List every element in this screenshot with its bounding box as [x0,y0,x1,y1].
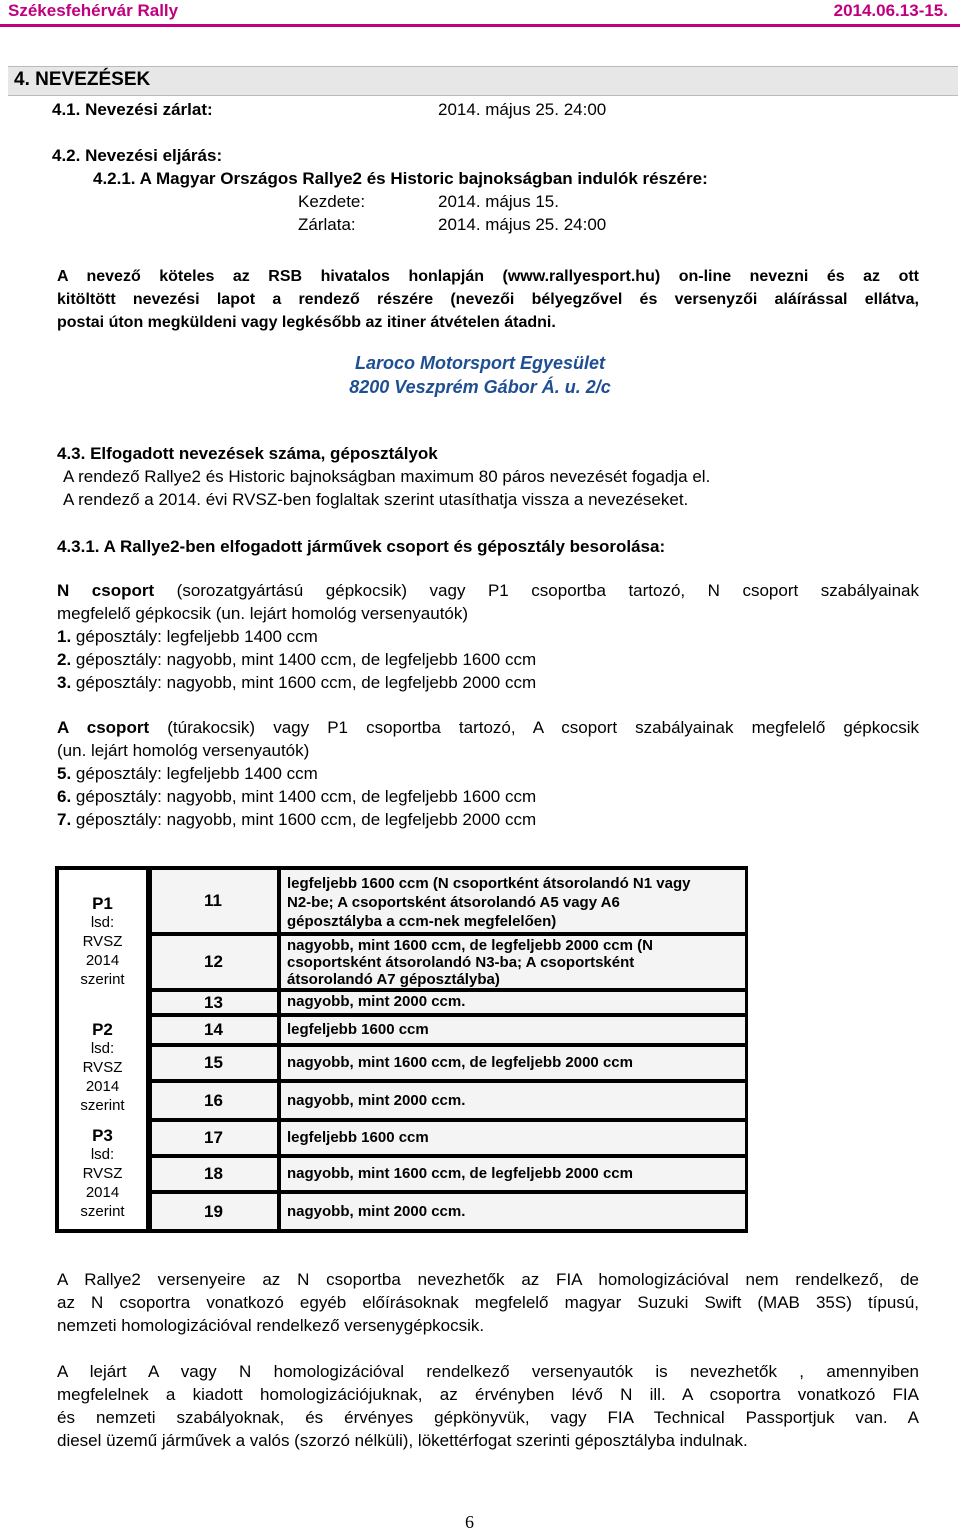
end-value: 2014. május 25. 24:00 [438,215,607,234]
table-row-desc [281,1017,745,1043]
n-class-item [57,650,536,670]
table-row-num: 14 [152,1017,277,1043]
desc-line: nagyobb, mint 1600 ccm, de legfeljebb 2000 ccm [287,1054,633,1071]
section-bar [8,66,958,96]
group-line: RVSZ [82,933,123,950]
procedure-para-line-3: postai úton megküldeni vagy legkésőbb az itiner átvételen átadni. [57,314,556,331]
n-group-intro-line-2: megfelelő gépkocsik (un. lejárt homológ versenyautók) [57,604,469,623]
table-row-desc [281,870,745,932]
start-label: Kezdete: [298,192,366,211]
class-num: 3. [57,673,72,692]
group-line: 2014 [85,1184,120,1201]
page-number: 6 [465,1512,474,1532]
desc-line: géposztályba a ccm-nek megfelelően) [287,913,557,930]
n-group-intro [57,581,919,601]
class-text: géposztály: legfeljebb 1400 ccm [71,764,318,783]
a-class-item [57,764,318,784]
table-group-column [59,870,146,1229]
class-num: 7. [57,810,72,829]
desc-line: legfeljebb 1600 ccm (N csoportként átsorolandó N1 vagy [287,875,691,892]
group-name: P1 [92,894,113,913]
class-num: 2. [57,650,72,669]
closing-label: 4.1. Nevezési zárlat: [52,100,213,119]
group-line: lsd: [90,1146,115,1163]
table-row-desc [281,1122,745,1154]
a-class-item [57,810,536,830]
table-row-num: 18 [152,1158,277,1190]
a-group-rest: (túrakocsik) vagy P1 csoportba tartozó, A csoport szabályainak megfelelő gépkocsik [149,718,919,737]
header-date: 2014.06.13-15. [833,1,948,20]
desc-line: nagyobb, mint 2000 ccm. [287,993,466,1010]
section-title: 4. NEVEZÉSEK [14,69,151,90]
table-row-num: 15 [152,1047,277,1079]
closing-value: 2014. május 25. 24:00 [438,100,607,119]
table-group-p1 [59,894,146,989]
n-class-item [57,627,318,647]
group-line: szerint [80,1097,125,1114]
note-1-line-2: az N csoportra vonatkozó egyéb előírásoknak megfelelő magyar Suzuki Swift (MAB 35S) típusú, [57,1293,919,1312]
a-group-bold: A csoport [57,718,150,737]
n-class-item [57,673,536,693]
desc-line: N2-be; A csoportsként átsorolandó A5 vagy A6 [287,894,620,911]
note-2-line-3: és nemzeti szabályoknak, és érvényes gépkönyvük, vagy FIA Technical Passportjuk van. A [57,1408,919,1427]
organizer-name: Laroco Motorsport Egyesület [354,353,606,373]
note-2-line-1: A lejárt A vagy N homologizációval rendelkező versenyautók is nevezhetők , amennyiben [57,1362,919,1381]
table-group-p3 [59,1126,146,1221]
a-class-item [57,787,536,807]
table-row-desc [281,936,745,988]
table-row-desc [281,992,745,1013]
class-num: 6. [57,787,72,806]
procedure-sub-label: 4.2.1. A Magyar Országos Rallye2 és Historic bajnokságban indulók részére: [93,169,708,188]
class-num: 1. [57,627,72,646]
class-text: géposztály: legfeljebb 1400 ccm [71,627,318,646]
group-name: P3 [92,1126,113,1145]
desc-line: átsorolandó A7 géposztályba) [287,971,500,988]
note-2-line-4: diesel üzemű járművek a valós (szorzó nélküli), lökettérfogat szerinti géposztályba indulnak. [57,1431,748,1450]
desc-line: nagyobb, mint 2000 ccm. [287,1203,466,1220]
class-text: géposztály: nagyobb, mint 1600 ccm, de legfeljebb 2000 ccm [71,673,537,692]
table-row-num: 19 [152,1194,277,1229]
n-group-rest: (sorozatgyártású gépkocsik) vagy P1 csoportba tartozó, N csoport szabályainak [154,581,919,600]
header-divider [0,24,960,27]
table-row-desc [281,1083,745,1118]
group-line: szerint [80,1203,125,1220]
group-line: lsd: [90,1040,115,1057]
table-row-num: 12 [152,936,277,988]
accepted-line-2: A rendező a 2014. évi RVSZ-ben foglaltak szerint utasíthatja vissza a nevezéseket. [63,490,689,509]
group-line: RVSZ [82,1059,123,1076]
class-text: géposztály: nagyobb, mint 1600 ccm, de legfeljebb 2000 ccm [71,810,537,829]
group-line: 2014 [85,952,120,969]
desc-line: legfeljebb 1600 ccm [287,1129,429,1146]
table-row-num: 13 [152,992,277,1013]
group-name: P2 [92,1020,113,1039]
class-text: géposztály: nagyobb, mint 1400 ccm, de legfeljebb 1600 ccm [71,650,537,669]
desc-line: nagyobb, mint 1600 ccm, de legfeljebb 2000 ccm [287,1165,633,1182]
table-group-p2 [59,1020,146,1115]
table-row-num: 17 [152,1122,277,1154]
group-line: szerint [80,971,125,988]
desc-line: nagyobb, mint 2000 ccm. [287,1092,466,1109]
group-line: lsd: [90,914,115,931]
desc-line: legfeljebb 1600 ccm [287,1021,429,1038]
table-row-desc [281,1194,745,1229]
note-1-line-3: nemzeti homologizációval rendelkező versenygépkocsik. [57,1316,485,1335]
classes-title: 4.3.1. A Rallye2-ben elfogadott járművek csoport és géposztály besorolása: [57,537,666,556]
group-line: 2014 [85,1078,120,1095]
start-value: 2014. május 15. [438,192,559,211]
desc-line: nagyobb, mint 1600 ccm, de legfeljebb 2000 ccm (N [287,937,653,954]
table-row-num: 11 [152,870,277,932]
header-title: Székesfehérvár Rally [8,1,179,20]
note-1-line-1: A Rallye2 versenyeire az N csoportba nevezhetők az FIA homologizációval nem rendelkező, de [57,1270,919,1289]
accepted-line-1: A rendező Rallye2 és Historic bajnokságban maximum 80 páros nevezését fogadja el. [63,467,711,486]
class-num: 5. [57,764,72,783]
class-text: géposztály: nagyobb, mint 1400 ccm, de legfeljebb 1600 ccm [71,787,537,806]
end-label: Zárlata: [298,215,356,234]
procedure-para-line-2: kitöltött nevezési lapot a rendező részére (nevezői bélyegzővel és versenyzői aláírással ellátva, [57,291,919,308]
a-group-intro [57,718,919,738]
table-row-desc [281,1158,745,1190]
group-line: RVSZ [82,1165,123,1182]
desc-line: csoportsként átsorolandó N3-ba; A csoportsként [287,954,635,971]
organizer-address: 8200 Veszprém Gábor Á. u. 2/c [349,377,611,397]
a-group-intro-line-2: (un. lejárt homológ versenyautók) [57,741,310,760]
procedure-label: 4.2. Nevezési eljárás: [52,146,223,165]
accepted-title: 4.3. Elfogadott nevezések száma, géposztályok [57,444,438,463]
table-row-num: 16 [152,1083,277,1118]
note-2-line-2: megfelelnek a kiadott homologizációjuknak, az érvényben lévő N ill. A csoportra vonatkozó FIA [57,1385,919,1404]
procedure-para-line-1: A nevező köteles az RSB hivatalos honlapján (www.rallyesport.hu) on-line nevezni és az ott [57,268,919,285]
table-row-desc [281,1047,745,1079]
n-group-bold: N csoport [57,581,155,600]
